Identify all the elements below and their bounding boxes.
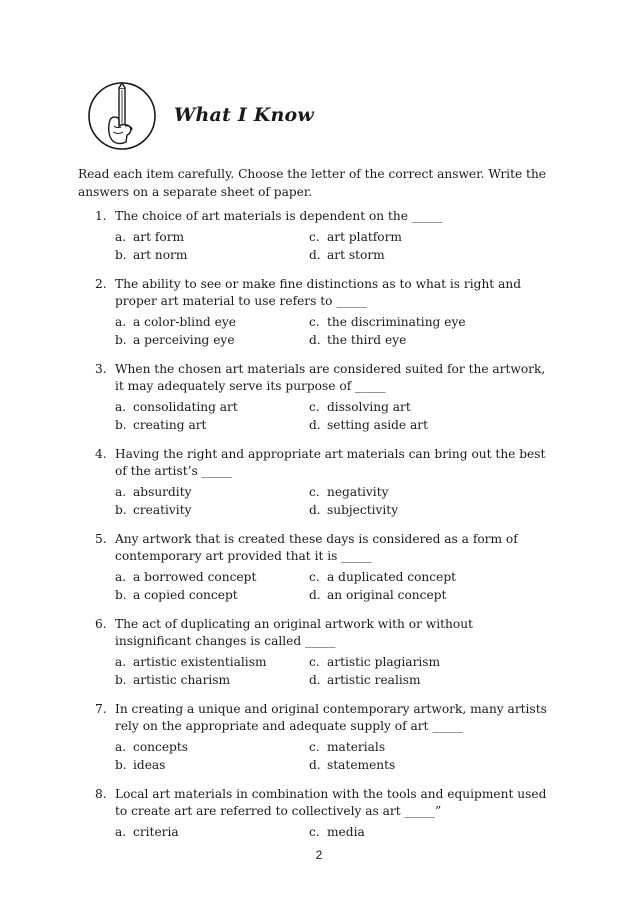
option-letter: b. [115, 248, 127, 262]
question-item [78, 616, 578, 688]
option-letter: c. [309, 485, 320, 499]
answer-option [309, 332, 509, 348]
question-text: The choice of art materials is dependent on the _____ [115, 209, 443, 223]
option-letter: a. [115, 230, 127, 244]
option-letter: d. [309, 418, 321, 432]
question-text: The ability to see or make fine distinctions as to what is right and proper art material to use refers to _____ [115, 277, 521, 308]
answer-option [309, 569, 509, 585]
question-text: When the chosen art materials are considered suited for the artwork, it may adequately serve its purpose of _____ [115, 362, 546, 393]
option-text: art form [133, 230, 185, 244]
answer-option [309, 484, 509, 500]
option-letter: a. [115, 825, 127, 839]
option-letter: d. [309, 503, 321, 517]
answer-option [309, 417, 509, 433]
question-number: 5. [95, 532, 107, 546]
option-text: a copied concept [133, 588, 238, 602]
option-letter: b. [115, 503, 127, 517]
question-text: Local art materials in combination with the tools and equipment used to create art are referred to collectively as art _____” [115, 787, 547, 818]
answer-option [309, 314, 509, 330]
answer-option [115, 757, 309, 773]
option-text: a color-blind eye [133, 315, 236, 329]
page-number: 2 [315, 848, 323, 862]
answer-options [115, 314, 578, 348]
answer-option [115, 569, 309, 585]
option-text: consolidating art [133, 400, 238, 414]
answer-option [309, 399, 509, 415]
answer-option [115, 332, 309, 348]
question-number: 4. [95, 447, 107, 461]
question-item [78, 276, 578, 348]
answer-option [309, 229, 509, 245]
option-text: artistic charism [133, 673, 231, 687]
question-number: 8. [95, 787, 107, 801]
section-header [86, 80, 546, 160]
answer-option [309, 757, 509, 773]
question-list [78, 208, 578, 853]
instructions-text: Read each item carefully. Choose the letter of the correct answer. Write the answers on a separate sheet of paper. [78, 167, 547, 199]
answer-option [115, 587, 309, 603]
option-text: absurdity [133, 485, 192, 499]
option-text: artistic existentialism [133, 655, 267, 669]
answer-options [115, 824, 578, 840]
option-letter: c. [309, 655, 320, 669]
option-text: art platform [327, 230, 402, 244]
option-text: dissolving art [327, 400, 411, 414]
question-number: 1. [95, 209, 107, 223]
option-text: ideas [133, 758, 166, 772]
option-letter: d. [309, 248, 321, 262]
answer-options [115, 569, 578, 603]
answer-option [309, 247, 509, 263]
option-letter: c. [309, 740, 320, 754]
option-text: a borrowed concept [133, 570, 257, 584]
option-text: a duplicated concept [327, 570, 457, 584]
answer-option [115, 314, 309, 330]
answer-option [309, 502, 509, 518]
option-text: creating art [133, 418, 207, 432]
question-text: In creating a unique and original contemporary artwork, many artists rely on the appropriate and adequate supply of art _____ [115, 702, 547, 733]
option-letter: a. [115, 740, 127, 754]
answer-option [115, 247, 309, 263]
answer-option [115, 739, 309, 755]
answer-option [115, 672, 309, 688]
answer-option [115, 484, 309, 500]
option-letter: c. [309, 400, 320, 414]
option-text: negativity [327, 485, 389, 499]
answer-options [115, 229, 578, 263]
option-text: criteria [133, 825, 179, 839]
question-number: 2. [95, 277, 107, 291]
answer-option [309, 824, 509, 840]
option-text: artistic realism [327, 673, 421, 687]
option-letter: b. [115, 418, 127, 432]
option-text: subjectivity [327, 503, 399, 517]
option-text: art storm [327, 248, 385, 262]
answer-options [115, 654, 578, 688]
option-letter: c. [309, 825, 320, 839]
answer-option [115, 654, 309, 670]
question-text: The act of duplicating an original artwork with or without insignificant changes is called _____ [115, 617, 473, 648]
answer-option [115, 399, 309, 415]
answer-option [309, 654, 509, 670]
option-letter: a. [115, 315, 127, 329]
answer-options [115, 484, 578, 518]
answer-option [309, 739, 509, 755]
option-letter: a. [115, 400, 127, 414]
answer-option [309, 587, 509, 603]
option-letter: a. [115, 485, 127, 499]
answer-options [115, 399, 578, 433]
option-text: the third eye [327, 333, 407, 347]
answer-option [115, 417, 309, 433]
option-text: concepts [133, 740, 189, 754]
option-letter: c. [309, 230, 320, 244]
option-text: statements [327, 758, 396, 772]
option-letter: c. [309, 315, 320, 329]
question-item [78, 701, 578, 773]
option-letter: d. [309, 758, 321, 772]
option-letter: b. [115, 333, 127, 347]
option-letter: d. [309, 588, 321, 602]
hand-holding-pencil-icon [86, 80, 158, 152]
option-text: setting aside art [327, 418, 428, 432]
option-text: an original concept [327, 588, 447, 602]
option-letter: a. [115, 570, 127, 584]
answer-options [115, 739, 578, 773]
question-item [78, 446, 578, 518]
option-text: a perceiving eye [133, 333, 235, 347]
option-text: the discriminating eye [327, 315, 466, 329]
option-text: art norm [133, 248, 188, 262]
question-item [78, 531, 578, 603]
option-letter: b. [115, 673, 127, 687]
option-letter: c. [309, 570, 320, 584]
question-item [78, 208, 578, 263]
option-letter: b. [115, 588, 127, 602]
option-letter: a. [115, 655, 127, 669]
question-text: Having the right and appropriate art materials can bring out the best of the artist’s _____ [115, 447, 546, 478]
question-item [78, 361, 578, 433]
answer-option [115, 229, 309, 245]
answer-option [115, 502, 309, 518]
option-text: media [327, 825, 365, 839]
page-title: What I Know [174, 104, 314, 126]
question-number: 7. [95, 702, 107, 716]
answer-option [309, 672, 509, 688]
option-letter: d. [309, 333, 321, 347]
question-item [78, 786, 578, 840]
option-text: artistic plagiarism [327, 655, 441, 669]
option-text: materials [327, 740, 386, 754]
question-number: 3. [95, 362, 107, 376]
question-text: Any artwork that is created these days is considered as a form of contemporary art provided that it is _____ [115, 532, 518, 563]
option-letter: b. [115, 758, 127, 772]
option-text: creativity [133, 503, 192, 517]
option-letter: d. [309, 673, 321, 687]
answer-option [115, 824, 309, 840]
question-number: 6. [95, 617, 107, 631]
